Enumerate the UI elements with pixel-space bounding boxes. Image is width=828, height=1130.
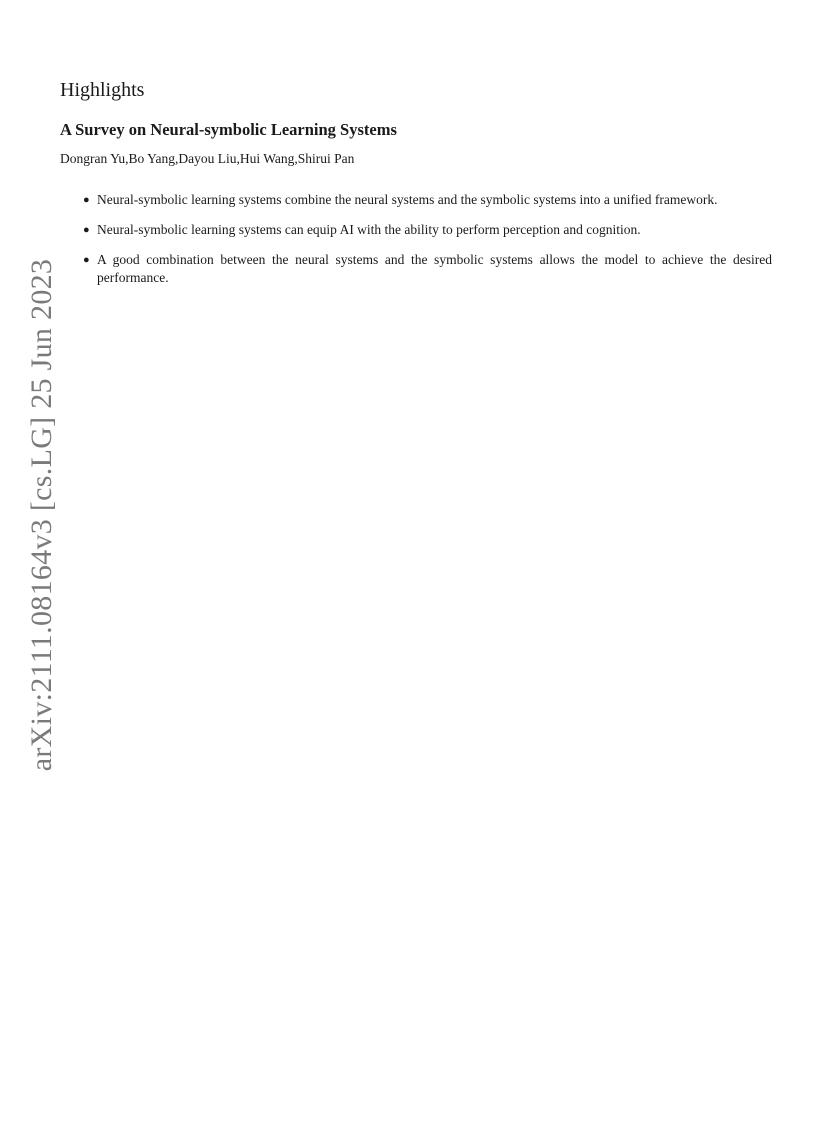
arxiv-identifier-text: arXiv:2111.08164v3 [cs.LG] 25 Jun 2023 (25, 258, 58, 772)
bullet-icon: ● (83, 254, 90, 266)
arxiv-identifier-stamp (20, 250, 64, 780)
highlight-item (83, 221, 772, 239)
section-heading: Highlights (60, 79, 145, 101)
highlight-item (83, 191, 772, 209)
highlight-text: A good combination between the neural systems and the symbolic systems allows the model to achieve the desired performance. (97, 252, 772, 285)
paper-title: A Survey on Neural-symbolic Learning Systems (60, 120, 397, 139)
highlights-list (60, 191, 772, 287)
bullet-icon: ● (83, 194, 90, 206)
highlight-item (83, 251, 772, 287)
highlights-section (60, 76, 772, 299)
highlight-text: Neural-symbolic learning systems combine the neural systems and the symbolic systems into a unified framework. (97, 192, 718, 207)
highlight-text: Neural-symbolic learning systems can equip AI with the ability to perform perception and cognition. (97, 222, 641, 237)
bullet-icon: ● (83, 224, 90, 236)
author-list: Dongran Yu,Bo Yang,Dayou Liu,Hui Wang,Shirui Pan (60, 151, 355, 166)
